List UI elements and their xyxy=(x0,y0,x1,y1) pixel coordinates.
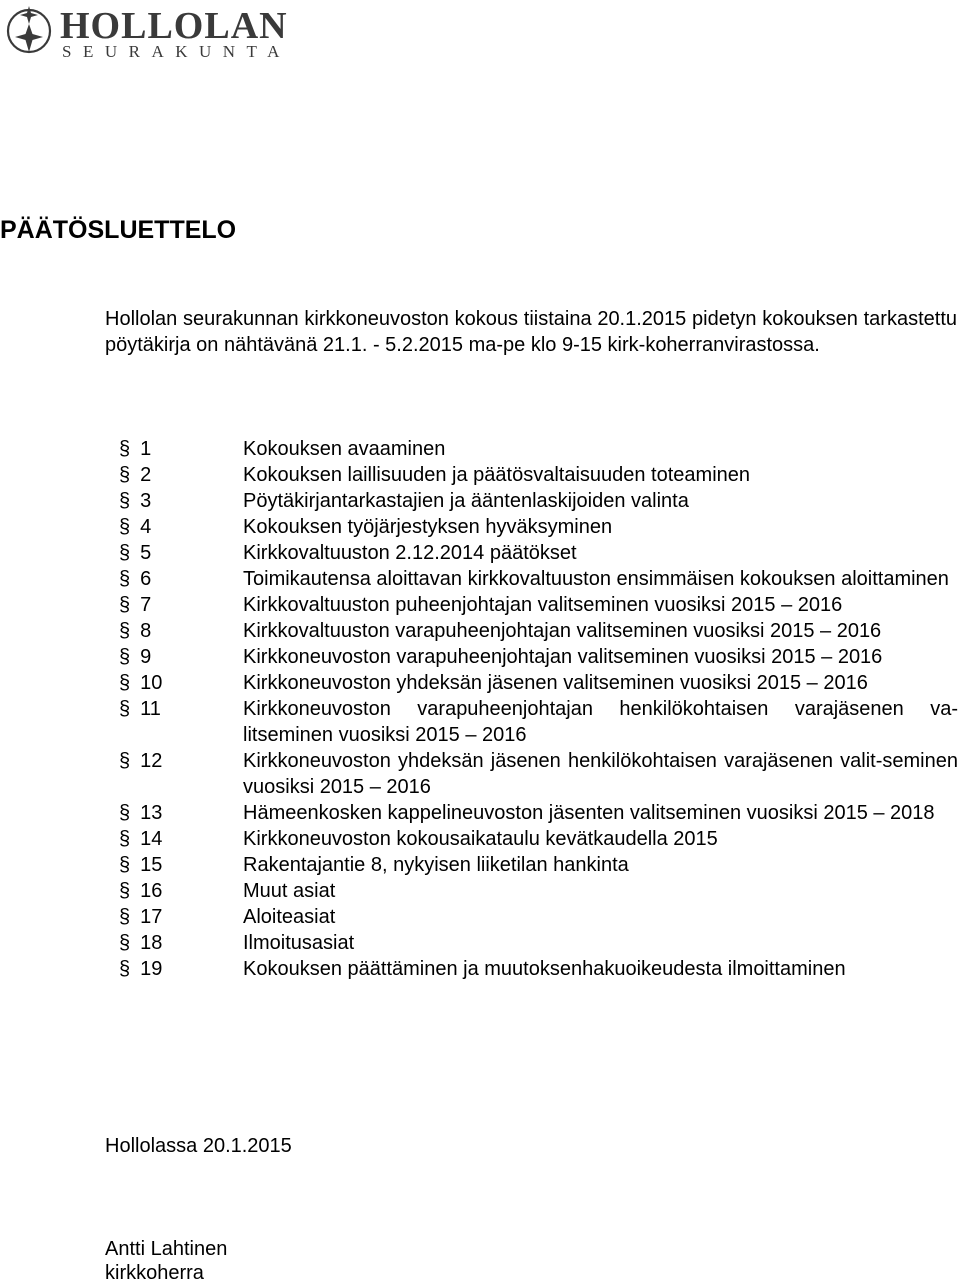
item-number xyxy=(119,670,162,696)
signer-name: Antti Lahtinen xyxy=(105,1238,228,1260)
section-sign: § xyxy=(119,516,131,538)
item-number-value: 4 xyxy=(140,516,152,538)
item-number-value: 16 xyxy=(140,880,163,902)
list-item xyxy=(105,696,958,748)
list-item xyxy=(105,930,958,956)
list-item xyxy=(105,878,958,904)
item-number xyxy=(119,852,162,878)
item-text: Toimikautensa aloittavan kirkkovaltuuston ensimmäisen kokouksen aloittaminen xyxy=(243,568,949,590)
item-text: Kirkkovaltuuston puheenjohtajan valitseminen vuosiksi 2015 – 2016 xyxy=(243,594,843,616)
item-number-value: 18 xyxy=(140,932,163,954)
item-number-value: 19 xyxy=(140,958,163,980)
place-date: Hollolassa 20.1.2015 xyxy=(105,1135,292,1157)
section-sign: § xyxy=(119,698,131,720)
section-sign: § xyxy=(119,542,131,564)
item-number xyxy=(119,592,151,618)
item-number xyxy=(119,826,162,852)
item-number-value: 12 xyxy=(140,750,163,772)
logo-name: HOLLOLAN xyxy=(60,5,288,47)
item-text: Kirkkoneuvoston varapuheenjohtajan valitseminen vuosiksi 2015 – 2016 xyxy=(243,646,883,668)
item-number xyxy=(119,618,151,644)
list-item xyxy=(105,436,958,462)
section-sign: § xyxy=(119,620,131,642)
item-number-value: 6 xyxy=(140,568,152,590)
signer-role: kirkkoherra xyxy=(105,1262,204,1284)
section-sign: § xyxy=(119,646,131,668)
cross-emblem-icon xyxy=(4,3,54,59)
item-text: Kokouksen päättäminen ja muutoksenhakuoikeudesta ilmoittaminen xyxy=(243,958,846,980)
item-text: Aloiteasiat xyxy=(243,906,336,928)
item-text: Kokouksen laillisuuden ja päätösvaltaisuuden toteaminen xyxy=(243,464,751,486)
item-number xyxy=(119,566,151,592)
list-item xyxy=(105,618,958,644)
item-number xyxy=(119,540,151,566)
item-text: Kirkkoneuvoston yhdeksän jäsenen valitseminen vuosiksi 2015 – 2016 xyxy=(243,672,868,694)
item-text: Rakentajantie 8, nykyisen liiketilan hankinta xyxy=(243,854,629,876)
document-title: PÄÄTÖSLUETTELO xyxy=(0,216,237,244)
section-sign: § xyxy=(119,828,131,850)
item-text: Kirkkovaltuuston 2.12.2014 päätökset xyxy=(243,542,577,564)
item-text: Kokouksen työjärjestyksen hyväksyminen xyxy=(243,516,613,538)
item-text: Kirkkoneuvoston varapuheenjohtajan henkilökohtaisen varajäsenen va-litseminen vuosiksi 2015 – 2016 xyxy=(243,698,958,746)
logo-subtitle: SEURAKUNTA xyxy=(62,42,291,61)
list-item xyxy=(105,748,958,800)
item-number-value: 7 xyxy=(140,594,152,616)
item-number xyxy=(119,930,162,956)
item-number xyxy=(119,644,151,670)
item-number-value: 15 xyxy=(140,854,163,876)
item-number xyxy=(119,748,162,774)
item-number xyxy=(119,514,151,540)
intro-paragraph: Hollolan seurakunnan kirkkoneuvoston kokous tiistaina 20.1.2015 pidetyn kokouksen tarkastettu pöytäkirja on nähtävänä 21.1. - 5.2.2015 ma-pe klo 9-15 kirk-koherranvirastossa. xyxy=(105,308,957,356)
list-item xyxy=(105,514,958,540)
section-sign: § xyxy=(119,438,131,460)
item-number-value: 2 xyxy=(140,464,152,486)
list-item xyxy=(105,956,958,982)
item-text: Kirkkoneuvoston kokousaikataulu kevätkaudella 2015 xyxy=(243,828,718,850)
section-sign: § xyxy=(119,672,131,694)
item-text: Kirkkoneuvoston yhdeksän jäsenen henkilökohtaisen varajäsenen valit-seminen vuosiksi 2015 – 2016 xyxy=(243,750,958,798)
item-number-value: 11 xyxy=(140,698,161,720)
item-number-value: 1 xyxy=(140,438,152,460)
list-item xyxy=(105,904,958,930)
item-number-value: 13 xyxy=(140,802,163,824)
list-item xyxy=(105,644,958,670)
item-text: Kokouksen avaaminen xyxy=(243,438,446,460)
section-sign: § xyxy=(119,958,131,980)
section-sign: § xyxy=(119,490,131,512)
list-item xyxy=(105,462,958,488)
item-number xyxy=(119,956,162,982)
item-number xyxy=(119,462,151,488)
item-text: Kirkkovaltuuston varapuheenjohtajan valitseminen vuosiksi 2015 – 2016 xyxy=(243,620,882,642)
item-number-value: 14 xyxy=(140,828,163,850)
item-text: Pöytäkirjantarkastajien ja ääntenlaskijoiden valinta xyxy=(243,490,689,512)
item-number xyxy=(119,904,162,930)
section-sign: § xyxy=(119,906,131,928)
section-sign: § xyxy=(119,750,131,772)
list-item xyxy=(105,670,958,696)
item-number-value: 10 xyxy=(140,672,163,694)
item-number-value: 9 xyxy=(140,646,152,668)
section-sign: § xyxy=(119,568,131,590)
item-text: Muut asiat xyxy=(243,880,336,902)
item-number-value: 5 xyxy=(140,542,152,564)
section-sign: § xyxy=(119,880,131,902)
item-number xyxy=(119,436,151,462)
item-number xyxy=(119,488,151,514)
item-text: Ilmoitusasiat xyxy=(243,932,355,954)
list-item xyxy=(105,852,958,878)
logo xyxy=(4,3,304,63)
decision-list xyxy=(105,436,958,982)
item-number-value: 17 xyxy=(140,906,163,928)
list-item xyxy=(105,488,958,514)
list-item xyxy=(105,592,958,618)
item-number-value: 3 xyxy=(140,490,152,512)
item-text: Hämeenkosken kappelineuvoston jäsenten valitseminen vuosiksi 2015 – 2018 xyxy=(243,802,935,824)
section-sign: § xyxy=(119,854,131,876)
list-item xyxy=(105,540,958,566)
section-sign: § xyxy=(119,802,131,824)
section-sign: § xyxy=(119,932,131,954)
list-item xyxy=(105,800,958,826)
list-item xyxy=(105,566,958,592)
section-sign: § xyxy=(119,464,131,486)
list-item xyxy=(105,826,958,852)
section-sign: § xyxy=(119,594,131,616)
item-number xyxy=(119,878,162,904)
item-number xyxy=(119,696,161,722)
item-number xyxy=(119,800,162,826)
item-number-value: 8 xyxy=(140,620,152,642)
